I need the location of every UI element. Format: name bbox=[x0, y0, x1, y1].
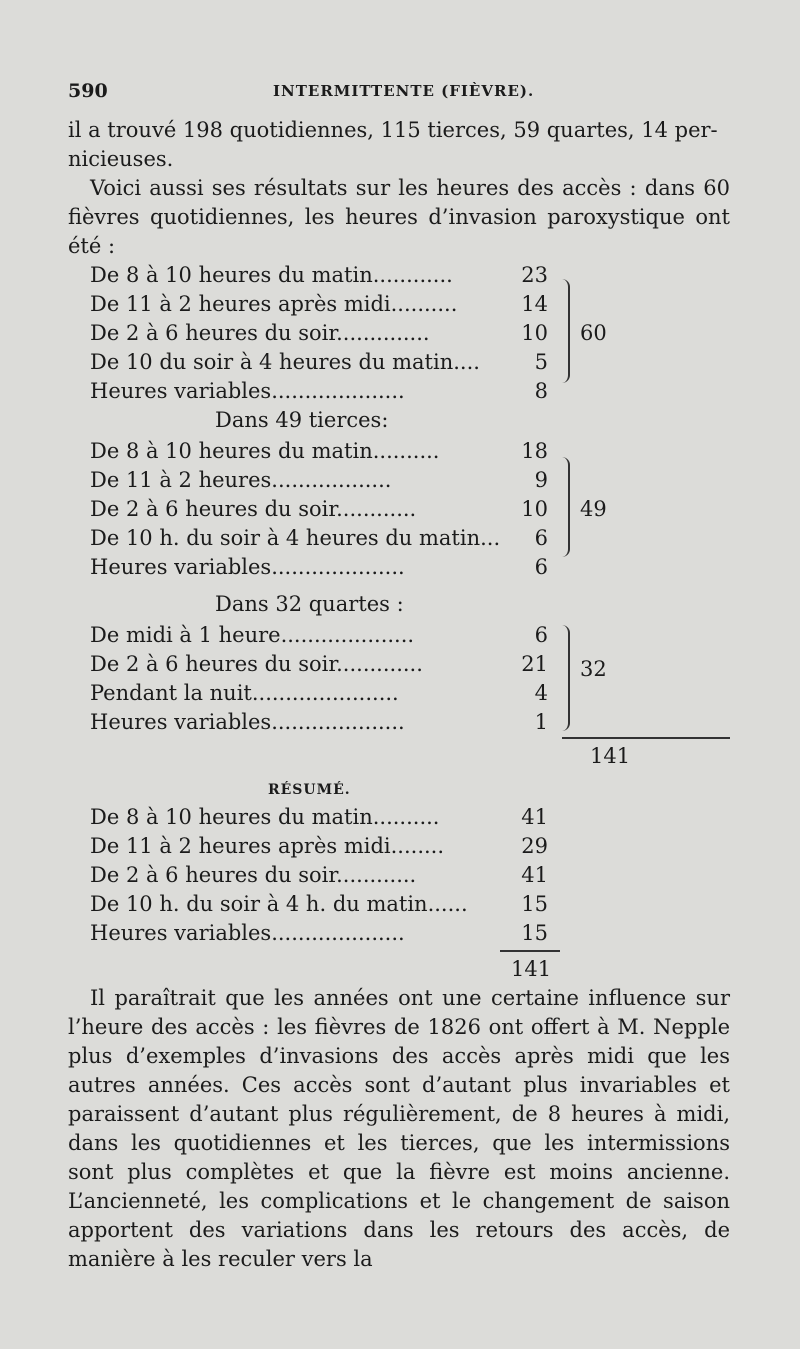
table-row: De 2 à 6 heures du soir............ 10 bbox=[90, 497, 548, 521]
table-row: De 2 à 6 heures du soir............ 41 bbox=[90, 863, 548, 887]
table-row: De 8 à 10 heures du matin.......... 18 bbox=[90, 439, 548, 463]
intro-paragraph: Voici aussi ses résultats sur les heures des accès : dans 60 fièvres quotidiennes, les heures d’invasion paroxystique ont été : bbox=[68, 176, 730, 258]
resume-table bbox=[68, 803, 730, 948]
tierces-heading: Dans 49 tierces: bbox=[215, 408, 389, 432]
table-row: De midi à 1 heure.................... 6 bbox=[90, 623, 548, 647]
grand-total bbox=[68, 737, 730, 773]
intro-line-1: il a trouvé 198 quotidiennes, 115 tierces, 59 quartes, 14 per- bbox=[68, 118, 718, 142]
group-total: 32 bbox=[580, 657, 607, 681]
page-body bbox=[68, 116, 730, 1274]
total-rule bbox=[562, 737, 730, 739]
table-row: De 2 à 6 heures du soir............. 21 bbox=[90, 652, 548, 676]
quartes-heading: Dans 32 quartes : bbox=[215, 592, 404, 616]
table-row: Pendant la nuit...................... 4 bbox=[90, 681, 548, 705]
resume-total-value: 141 bbox=[511, 957, 552, 981]
brace bbox=[558, 625, 570, 731]
table-row: Heures variables.................... 15 bbox=[90, 921, 548, 945]
group-total: 49 bbox=[580, 497, 607, 521]
table-row: Heures variables.................... 1 bbox=[90, 710, 548, 734]
running-title: INTERMITTENTE (FIÈVRE). bbox=[273, 82, 535, 100]
table-row: De 10 h. du soir à 4 h. du matin...... 15 bbox=[90, 892, 548, 916]
table-row: De 8 à 10 heures du matin.......... 41 bbox=[90, 805, 548, 829]
intro-line-2: nicieuses. bbox=[68, 147, 174, 171]
closing-paragraph: Il paraîtrait que les années ont une certaine influence sur l’heure des accès : les fièvres de 1826 ont offert à M. Nepple plus d’exemples d’invasions des accès après midi que les autres années. Ces accès sont d’autant plus invariables et paraissent d’autant plus régulièrement, de 8 heures à midi, dans les quotidiennes et les tierces, que les intermissions sont plus complètes et que la fièvre est moins ancienne. L’ancienneté, les complications et le changement de saison apportent des variations dans les retours des accès, de manière à les reculer vers la bbox=[68, 986, 730, 1271]
grand-total-value: 141 bbox=[590, 744, 631, 768]
total-rule bbox=[500, 950, 560, 952]
group-total: 60 bbox=[580, 321, 607, 345]
brace bbox=[558, 279, 570, 383]
table-row: De 2 à 6 heures du soir.............. 10 bbox=[90, 321, 548, 345]
resume-total bbox=[68, 948, 730, 984]
resume-title: RÉSUMÉ. bbox=[268, 782, 351, 798]
quartes-table bbox=[68, 621, 730, 737]
brace bbox=[558, 457, 570, 557]
table-row: De 10 du soir à 4 heures du matin.... 5 bbox=[90, 350, 548, 374]
table-row: Heures variables.................... 6 bbox=[90, 555, 548, 579]
table-row: De 11 à 2 heures.................. 9 bbox=[90, 468, 548, 492]
tierces-table bbox=[68, 437, 730, 582]
table-row: De 11 à 2 heures après midi........ 29 bbox=[90, 834, 548, 858]
table-row: Heures variables.................... 8 bbox=[90, 379, 548, 403]
quotidiennes-table bbox=[68, 261, 730, 406]
table-row: De 8 à 10 heures du matin............ 23 bbox=[90, 263, 548, 287]
table-row: De 10 h. du soir à 4 heures du matin... 6 bbox=[90, 526, 548, 550]
page-number: 590 bbox=[68, 80, 108, 102]
table-row: De 11 à 2 heures après midi.......... 14 bbox=[90, 292, 548, 316]
